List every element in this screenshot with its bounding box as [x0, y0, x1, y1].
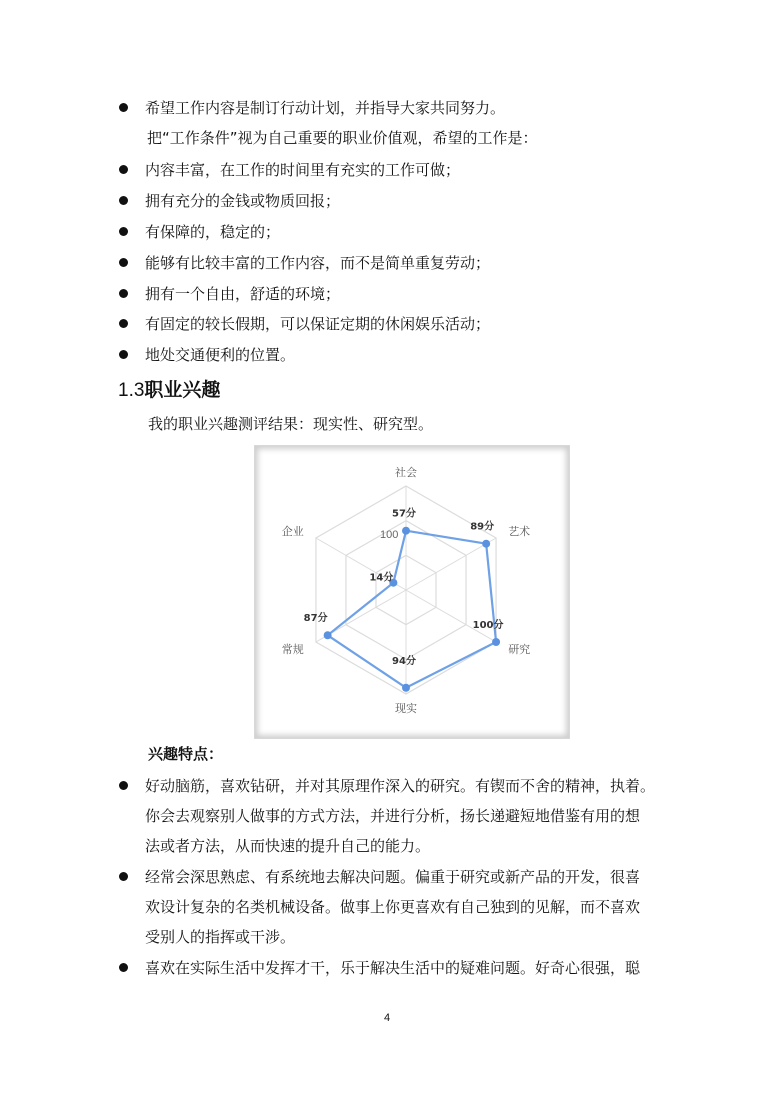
bullet-dot — [119, 103, 128, 112]
feature-line: 你会去观察别人做事的方式方法，并进行分析，扬长递避短地借鉴有用的想 — [145, 807, 641, 825]
list-item: 拥有充分的金钱或物质回报； — [145, 192, 341, 210]
radar-data-point — [482, 540, 490, 548]
radar-value-label: 57分 — [392, 508, 416, 520]
radar-axis-label: 社会 — [395, 466, 417, 479]
feature-line: 经常会深思熟虑、有系统地去解决问题。偏重于研究或新产品的开发，很喜 — [145, 868, 641, 886]
radar-value-label: 94分 — [392, 655, 416, 667]
list-item: 地处交通便利的位置。 — [145, 346, 296, 364]
list-item: 希望工作内容是制订行动计划，并指导大家共同努力。 — [145, 99, 506, 117]
list-item: 有固定的较长假期，可以保证定期的休闲娱乐活动； — [145, 315, 491, 333]
result-text: 我的职业兴趣测评结果：现实性、研究型。 — [148, 415, 434, 433]
radar-axis-label: 现实 — [395, 702, 417, 715]
bullet-dot — [119, 165, 128, 174]
bullet-dot — [119, 319, 128, 328]
radar-chart-frame — [254, 445, 570, 739]
list-item: 有保障的，稳定的； — [145, 223, 281, 241]
radar-axis-label: 企业 — [281, 525, 304, 538]
radar-data-point — [402, 684, 410, 692]
radar-spoke — [406, 538, 496, 590]
radar-value-label: 14分 — [369, 572, 394, 584]
section-title: 职业兴趣 — [144, 379, 221, 401]
section-number: 1.3 — [118, 380, 145, 401]
features-title: 兴趣特点： — [148, 745, 224, 763]
bullet-dot — [119, 258, 128, 267]
radar-chart — [255, 446, 569, 738]
radar-data-point — [402, 527, 410, 535]
list-item: 拥有一个自由，舒适的环境； — [145, 285, 341, 303]
page-number: 4 — [383, 1012, 391, 1024]
radar-axis-label: 艺术 — [508, 525, 531, 538]
feature-line: 受别人的指挥或干涉。 — [145, 928, 296, 946]
radar-data-point — [492, 638, 500, 646]
bullet-dot — [119, 289, 128, 298]
section-heading — [118, 378, 220, 403]
radar-value-label: 89分 — [470, 521, 495, 533]
bullet-dot — [119, 872, 128, 881]
list-item: 内容丰富，在工作的时间里有充实的工作可做； — [145, 161, 461, 179]
bullet-dot — [119, 350, 128, 359]
list-item: 能够有比较丰富的工作内容，而不是简单重复劳动； — [145, 254, 491, 272]
feature-line: 喜欢在实际生活中发挥才干，乐于解决生活中的疑难问题。好奇心很强，聪 — [145, 959, 641, 977]
radar-value-label: 100分 — [472, 620, 504, 631]
bullet-dot — [119, 227, 128, 236]
radar-value-label: 87分 — [303, 613, 328, 625]
intro-text: 把“工作条件”视为自己重要的职业价值观，希望的工作是： — [147, 129, 538, 147]
bullet-dot — [119, 196, 128, 205]
feature-line: 欢设计复杂的名类机械设备。做事上你更喜欢有自己独到的见解，而不喜欢 — [145, 898, 641, 916]
feature-line: 好动脑筋，喜欢钻研，并对其原理作深入的研究。有锲而不舍的精神，执着。 — [145, 777, 656, 795]
radar-data-point — [324, 631, 332, 639]
feature-line: 法或者方法，从而快速的提升自己的能力。 — [145, 837, 431, 855]
radar-spoke — [406, 590, 496, 642]
bullet-dot — [119, 781, 128, 790]
bullet-dot — [119, 963, 128, 972]
radar-max-label: 100 — [380, 529, 399, 541]
radar-axis-label: 常规 — [281, 643, 304, 656]
radar-axis-label: 研究 — [508, 643, 531, 656]
